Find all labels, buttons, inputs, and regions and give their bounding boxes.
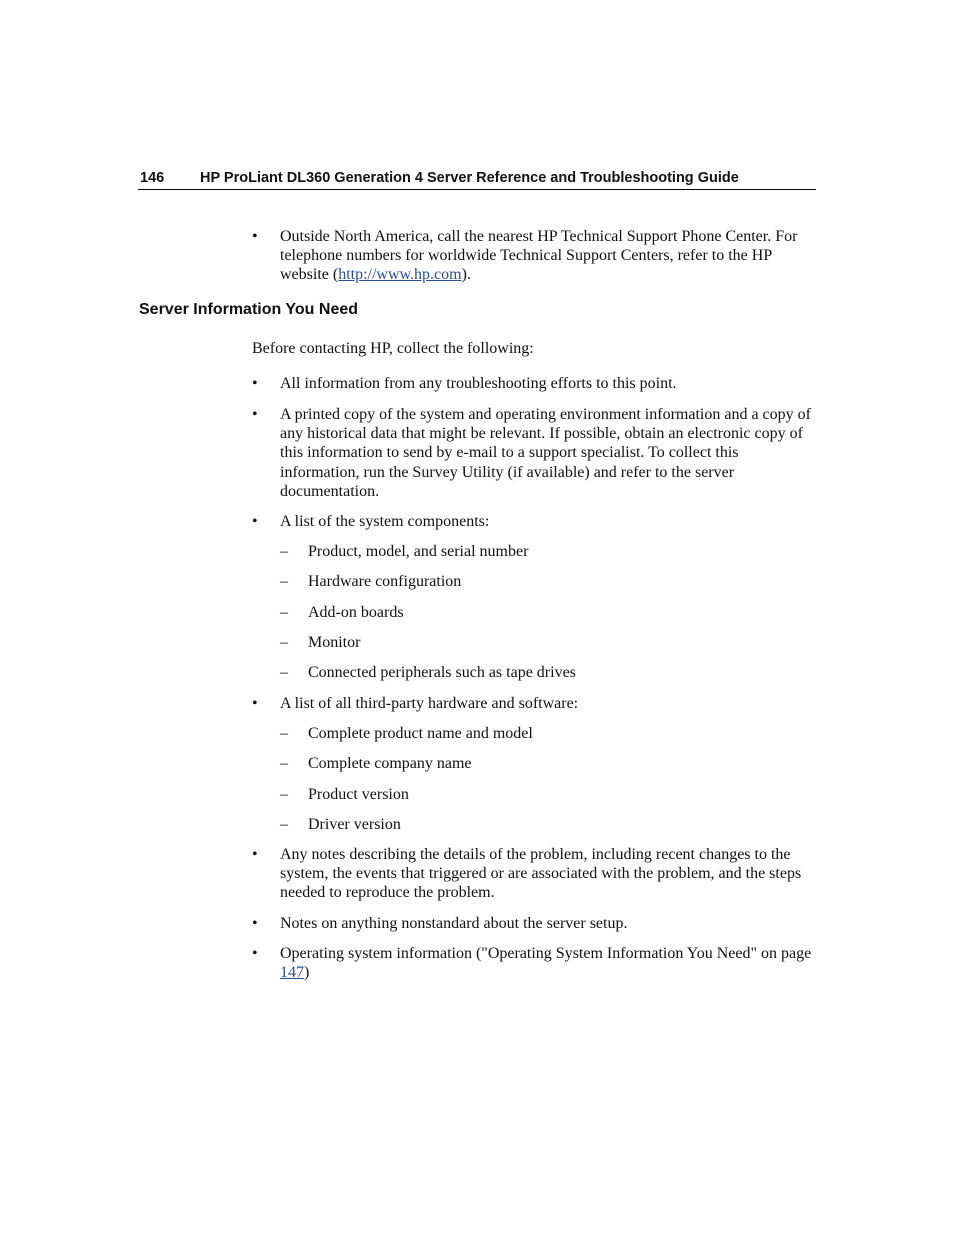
bullet-marker: • — [252, 915, 258, 932]
dash-marker: – — [280, 543, 288, 560]
page-147-link[interactable]: 147 — [280, 964, 304, 982]
sub-list-item — [280, 542, 820, 561]
bullet-text: Operating system information ("Operating System Information You Need" on page 147) — [280, 945, 812, 982]
bullet-marker: • — [252, 406, 258, 423]
page-number: 146 — [140, 170, 165, 186]
sub-item-text: Driver version — [308, 816, 401, 833]
dash-marker: – — [280, 664, 288, 681]
bullet-item — [252, 845, 822, 903]
sub-item-text: Hardware configuration — [308, 573, 462, 590]
bullet-item — [252, 914, 822, 933]
bullet-item — [252, 694, 822, 713]
bullet-marker: • — [252, 945, 258, 962]
sub-list-item — [280, 754, 820, 773]
bullet-marker: • — [252, 846, 258, 863]
dash-marker: – — [280, 725, 288, 742]
bullet-item-operating-system — [252, 944, 822, 982]
sub-item-text: Product version — [308, 786, 409, 803]
bullet-text: All information from any troubleshooting efforts to this point. — [280, 375, 677, 392]
hp-website-link[interactable]: http://www.hp.com — [338, 266, 462, 284]
bullet-item — [252, 374, 822, 393]
sub-item-text: Add-on boards — [308, 604, 404, 621]
dash-marker: – — [280, 786, 288, 803]
bullet-text: Outside North America, call the nearest HP Technical Support Phone Center. For telephone numbers for worldwide Technical Support Centers, refer to the HP website (http://www.hp.com). — [280, 228, 798, 284]
sub-list-item — [280, 815, 820, 834]
sub-list-item — [280, 663, 820, 682]
lead-paragraph: Before contacting HP, collect the following: — [252, 340, 534, 357]
dash-marker: – — [280, 604, 288, 621]
guide-title: HP ProLiant DL360 Generation 4 Server Reference and Troubleshooting Guide — [200, 170, 739, 186]
bullet-item-outside-north-america — [252, 227, 822, 285]
section-heading: Server Information You Need — [139, 301, 359, 318]
sub-item-text: Product, model, and serial number — [308, 543, 529, 560]
dash-marker: – — [280, 634, 288, 651]
sub-item-text: Complete product name and model — [308, 725, 533, 742]
bullet-item — [252, 405, 822, 501]
sub-item-text: Complete company name — [308, 755, 472, 772]
sub-list-item — [280, 785, 820, 804]
dash-marker: – — [280, 755, 288, 772]
sub-list-item — [280, 633, 820, 652]
sub-item-text: Monitor — [308, 634, 361, 651]
page-header — [138, 168, 816, 190]
dash-marker: – — [280, 816, 288, 833]
bullet-text: Notes on anything nonstandard about the server setup. — [280, 915, 628, 932]
bullet-item — [252, 512, 822, 531]
bullet-marker: • — [252, 375, 258, 392]
sub-list-item — [280, 724, 820, 743]
sub-list-item — [280, 572, 820, 591]
bullet-text: A list of all third-party hardware and software: — [280, 695, 579, 712]
dash-marker: – — [280, 573, 288, 590]
sub-list-item — [280, 603, 820, 622]
bullet-text: Any notes describing the details of the problem, including recent changes to the system, the events that triggered or are associated with the problem, and the steps needed to reproduce the problem. — [280, 846, 802, 902]
bullet-marker: • — [252, 228, 258, 245]
bullet-marker: • — [252, 695, 258, 712]
bullet-text: A printed copy of the system and operating environment information and a copy of any historical data that might be relevant. If possible, obtain an electronic copy of this information to send by e-mail to a support specialist. To collect this information, run the Survey Utility (if available) and refer to the server documentation. — [280, 406, 811, 500]
sub-item-text: Connected peripherals such as tape drives — [308, 664, 576, 681]
bullet-text: A list of the system components: — [280, 513, 490, 530]
bullet-marker: • — [252, 513, 258, 530]
